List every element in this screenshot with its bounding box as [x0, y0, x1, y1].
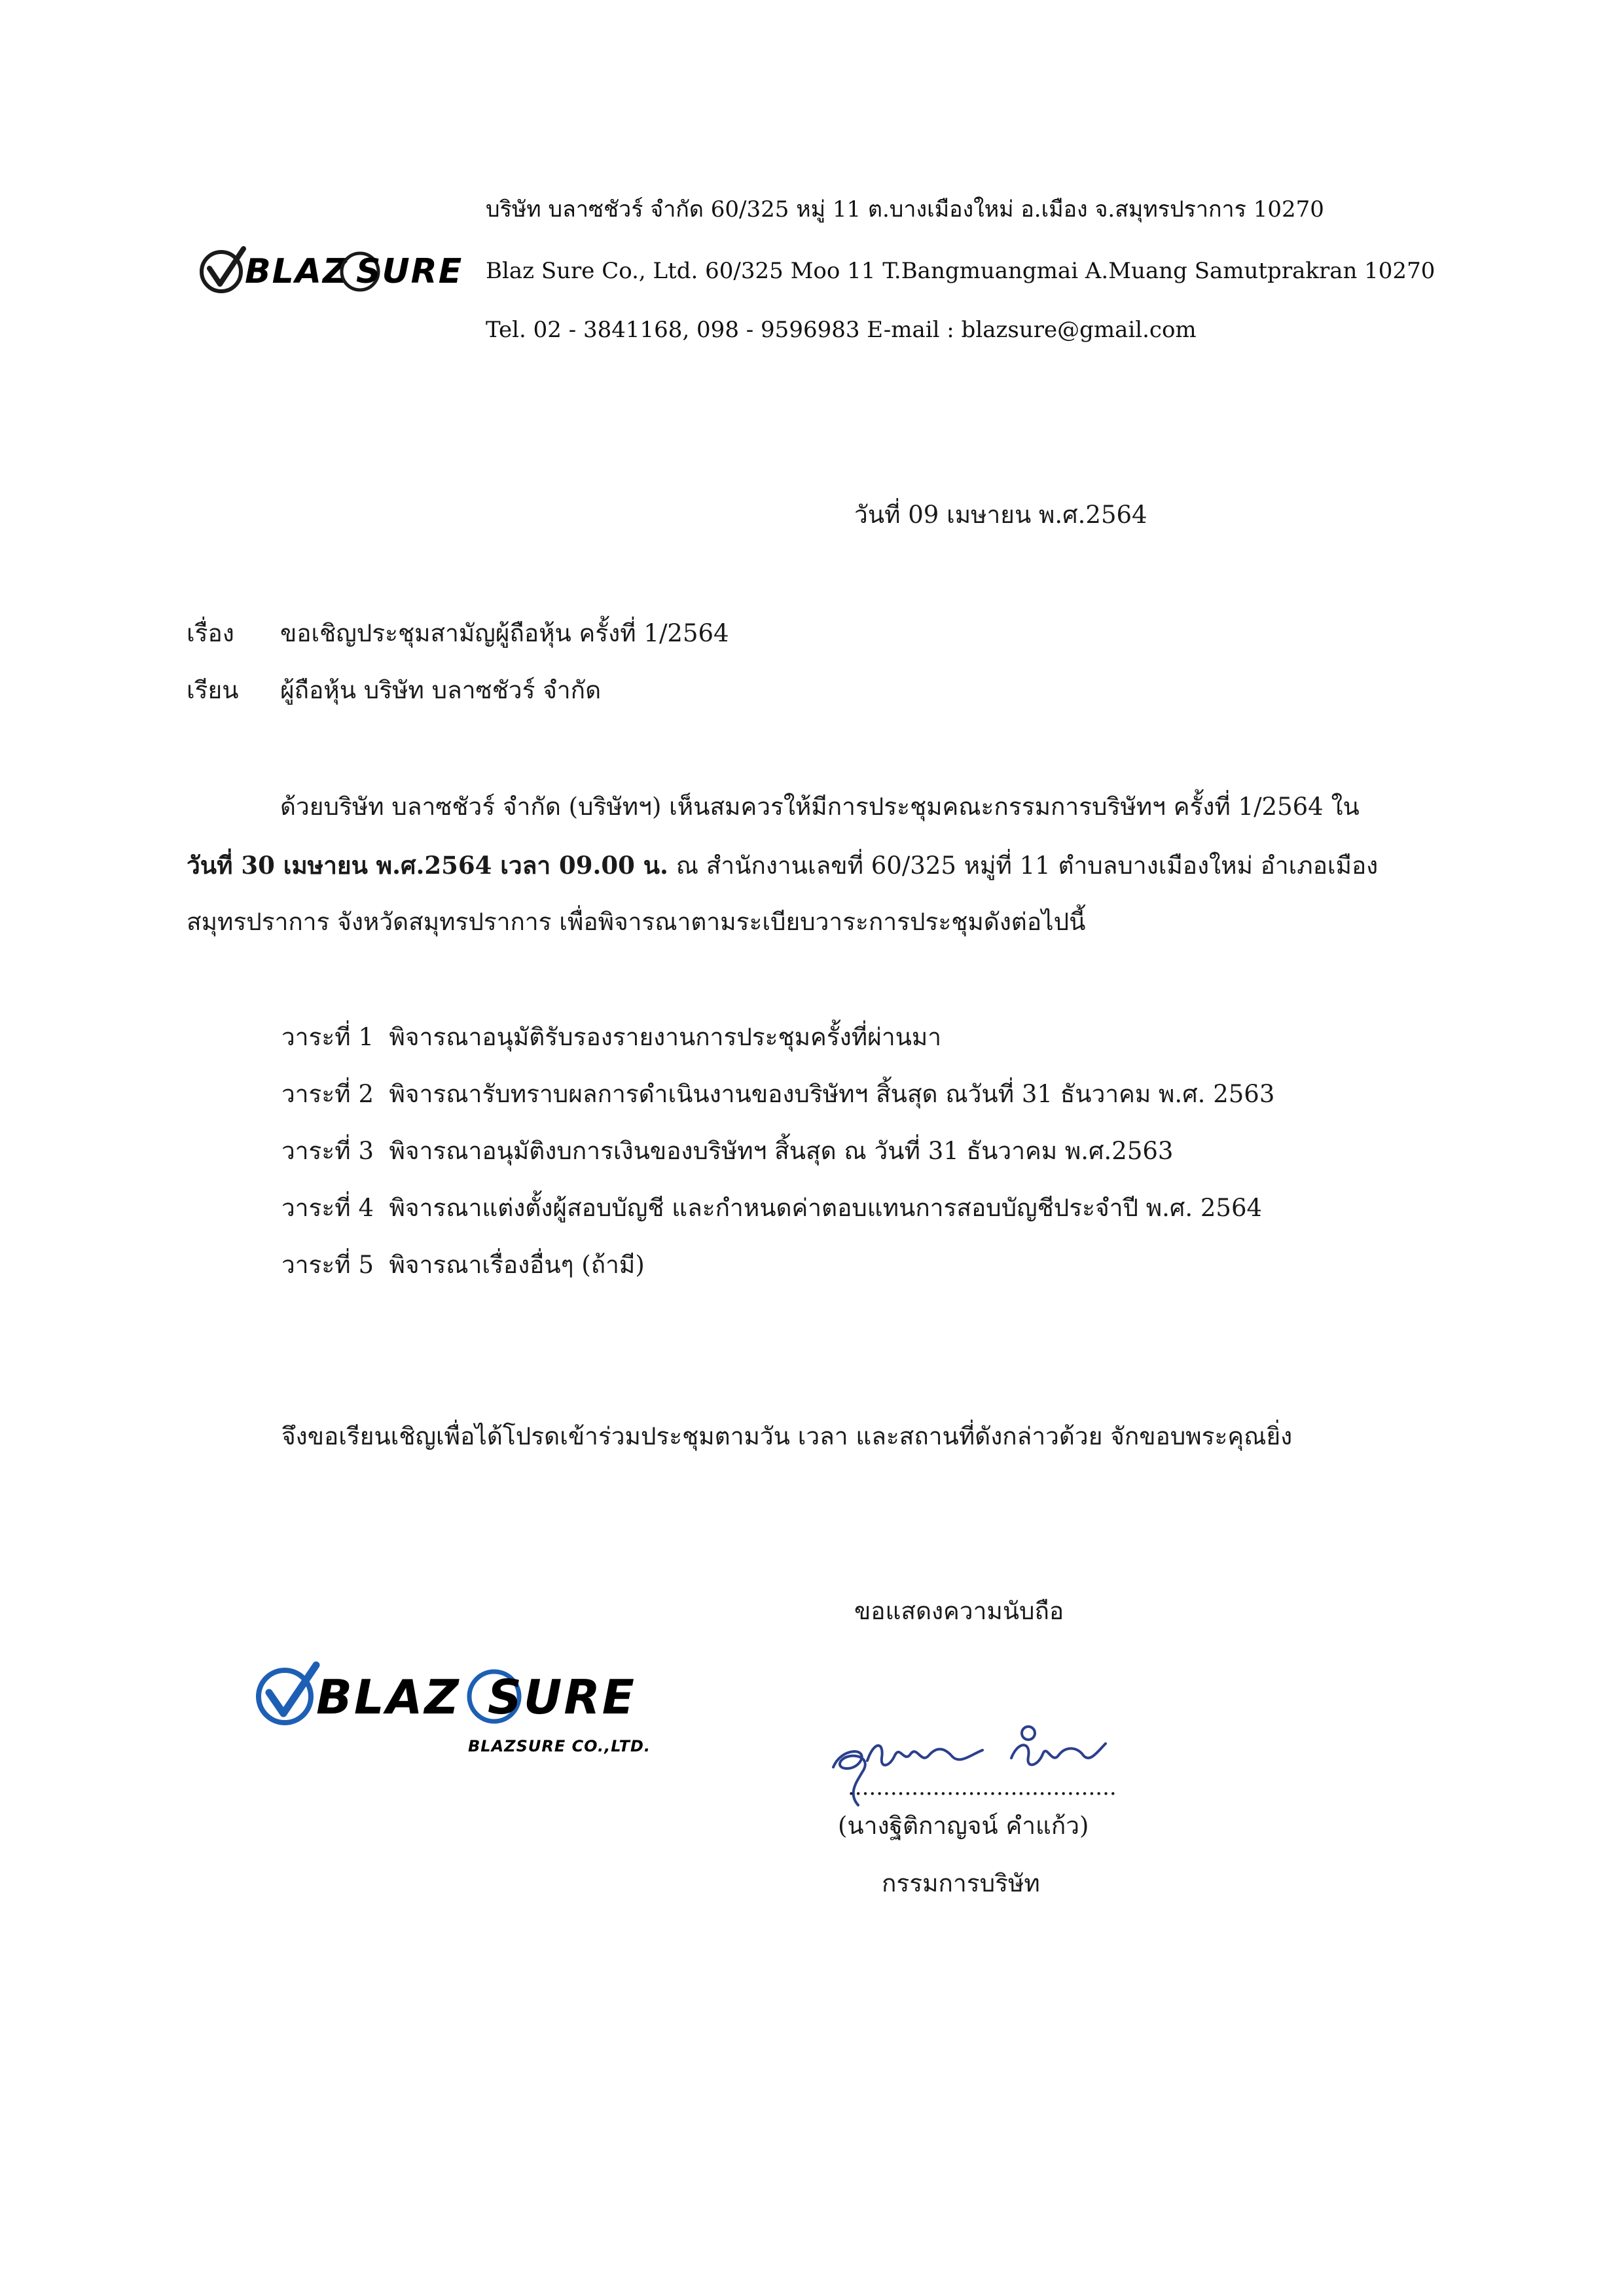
- letter-date: วันที่ 09 เมษายน พ.ศ.2564: [854, 501, 1147, 529]
- check-circle-icon: [202, 249, 244, 291]
- subject-text: ขอเชิญประชุมสามัญผู้ถือหุ้น ครั้งที่ 1/2564: [280, 619, 729, 647]
- check-circle-icon: [259, 1665, 316, 1723]
- agenda-text: พิจารณาอนุมัติงบการเงินของบริษัทฯ สิ้นสุด ณ วันที่ 31 ธันวาคม พ.ศ.2563: [389, 1137, 1174, 1165]
- agenda-item: [281, 1078, 1274, 1111]
- agenda-label: วาระที่ 4: [281, 1194, 374, 1222]
- signature-dotted-line: ......................................: [848, 1774, 1117, 1801]
- agenda-text: พิจารณารับทราบผลการดำเนินงานของบริษัทฯ สิ้นสุด ณวันที่ 31 ธันวาคม พ.ศ. 2563: [389, 1080, 1275, 1108]
- agenda-text: พิจารณาอนุมัติรับรองรายงานการประชุมครั้งที่ผ่านมา: [389, 1023, 942, 1051]
- stamp-subtitle: BLAZSURE CO.,LTD.: [468, 1737, 651, 1755]
- agenda-label: วาระที่ 3: [281, 1137, 374, 1165]
- agenda-label: วาระที่ 5: [281, 1251, 374, 1279]
- regards: ขอแสดงความนับถือ: [854, 1597, 1064, 1625]
- stamp-text-sure: SURE: [488, 1670, 636, 1725]
- recipient-text: ผู้ถือหุ้น บริษัท บลาซชัวร์ จำกัด: [280, 676, 602, 704]
- letterhead-english-address: Blaz Sure Co., Ltd. 60/325 Moo 11 T.Bangmuangmai A.Muang Samutprakran 10270: [486, 258, 1435, 284]
- paragraph-line-2: [187, 849, 1378, 882]
- logo-text-sure: SURE: [356, 252, 463, 291]
- agenda-text: พิจารณาแต่งตั้งผู้สอบบัญชี และกำหนดค่าตอบแทนการสอบบัญชีประจำปี พ.ศ. 2564: [389, 1194, 1263, 1222]
- agenda-label: วาระที่ 2: [281, 1080, 374, 1108]
- signatory-position: กรรมการบริษัท: [882, 1869, 1040, 1897]
- agenda-item: [281, 1192, 1262, 1225]
- company-logo: [195, 242, 483, 301]
- closing-sentence: จึงขอเรียนเชิญเพื่อได้โปรดเข้าร่วมประชุมตามวัน เวลา และสถานที่ดังกล่าวด้วย จักขอบพระคุณยิ่ง: [281, 1422, 1293, 1450]
- agenda-item: [281, 1135, 1173, 1168]
- recipient-label: เรียน: [187, 676, 239, 704]
- letterhead-thai-address: บริษัท บลาซชัวร์ จำกัด 60/325 หมู่ 11 ต.บางเมืองใหม่ อ.เมือง จ.สมุทรปราการ 10270: [486, 196, 1324, 223]
- stamp-text-blaz: BLAZ: [316, 1670, 461, 1725]
- meeting-datetime: วันที่ 30 เมษายน พ.ศ.2564 เวลา 09.00 น.: [187, 851, 668, 880]
- logo-text-blaz: BLAZ: [245, 252, 349, 291]
- meeting-location: ณ สำนักงานเลขที่ 60/325 หมู่ที่ 11 ตำบลบางเมืองใหม่ อำเภอเมือง: [668, 852, 1379, 880]
- handwritten-signature: [821, 1721, 1162, 1820]
- agenda-item: [281, 1021, 941, 1054]
- paragraph-line-3: สมุทรปราการ จังหวัดสมุทรปราการ เพื่อพิจารณาตามระเบียบวาระการประชุมดังต่อไปนี้: [187, 908, 1086, 936]
- agenda-text: พิจารณาเรื่องอื่นๆ (ถ้ามี): [389, 1251, 645, 1279]
- company-stamp-logo: [252, 1656, 671, 1767]
- signatory-name: (นางฐิติกาญจน์ คำแก้ว): [838, 1812, 1089, 1840]
- agenda-item: [281, 1249, 645, 1282]
- paragraph-line-1: ด้วยบริษัท บลาซชัวร์ จำกัด (บริษัทฯ) เห็นสมควรให้มีการประชุมคณะกรรมการบริษัทฯ ครั้งที่ 1/2564 ใน: [280, 793, 1360, 821]
- agenda-label: วาระที่ 1: [281, 1023, 374, 1051]
- letterhead-contact: Tel. 02 - 3841168, 098 - 9596983 E-mail : blazsure@gmail.com: [486, 317, 1197, 343]
- subject-label: เรื่อง: [187, 619, 234, 647]
